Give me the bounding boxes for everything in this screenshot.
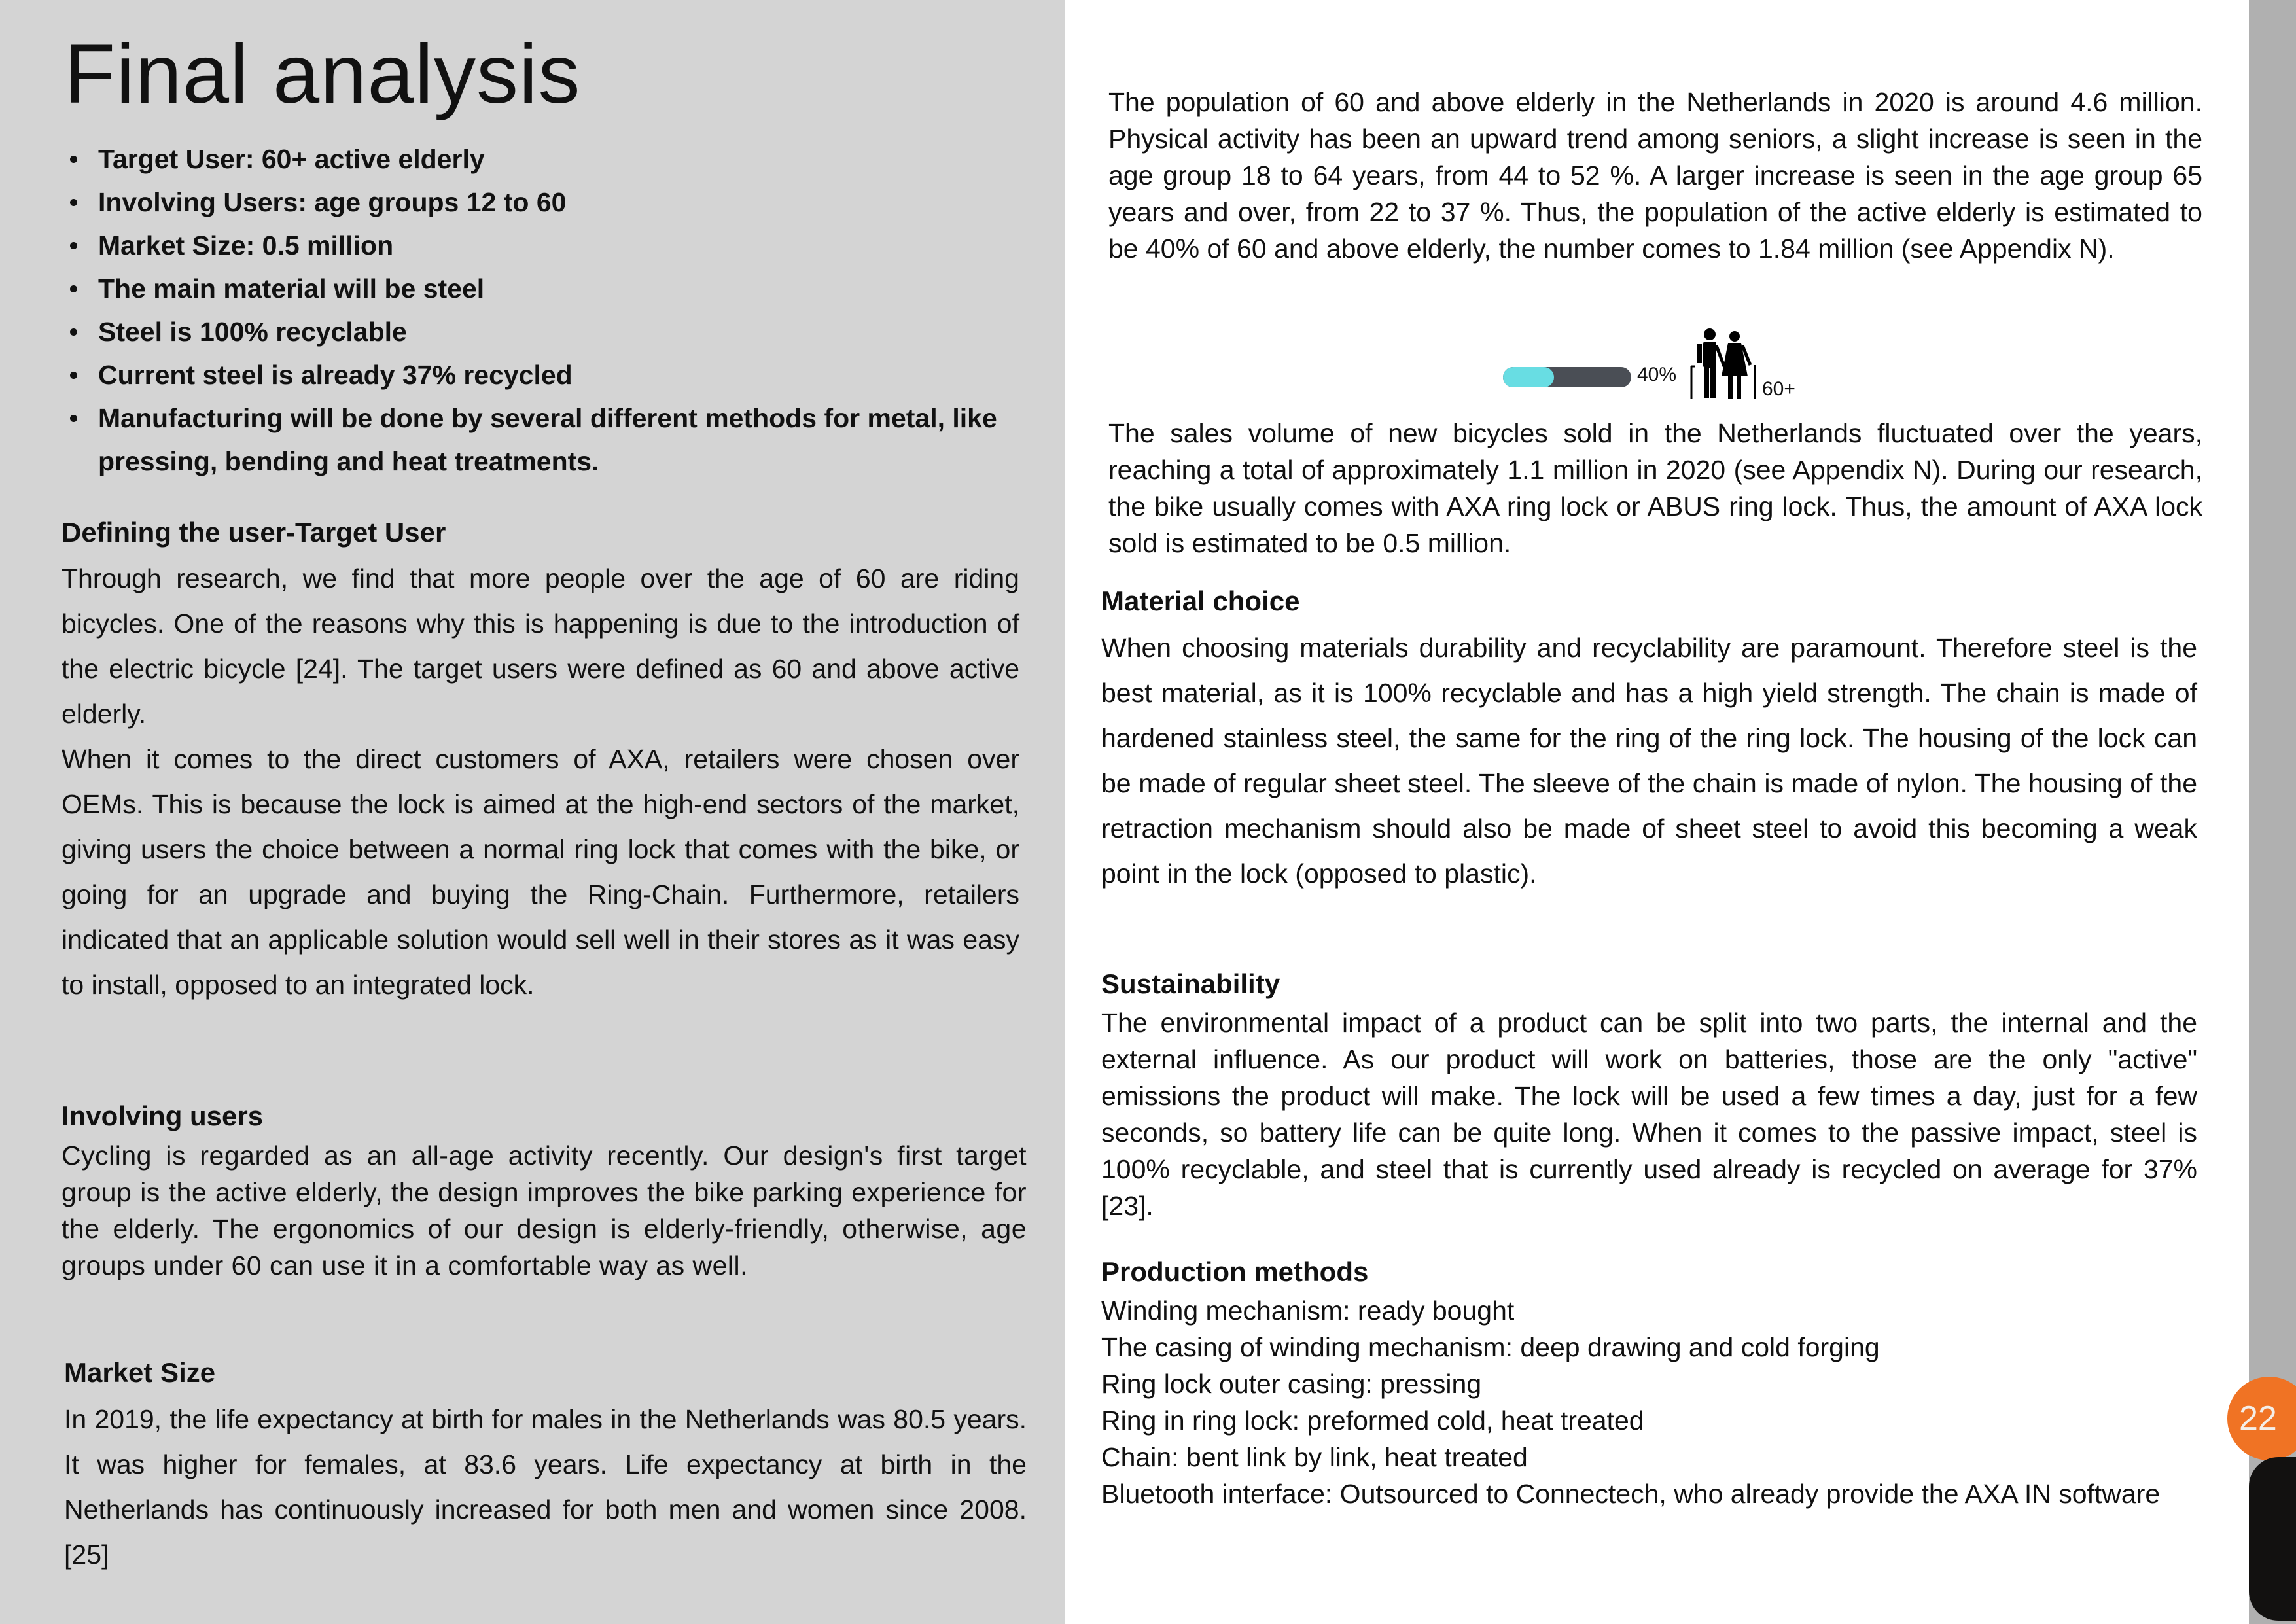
customers-paragraph: When it comes to the direct customers of AXA, retailers were chosen over OEMs. This is because the lock is aimed at the high-end sectors of the market, giving users the choice between a normal ring lock that comes with the bike, or going for an upgrade and buying the Ring-Chain. Furthermore, retailers indicated that an applicable solution would sell well in their stores as it was easy to install, opposed to an integrated lock.: [62, 744, 1019, 1000]
progress-fill: [1503, 367, 1554, 387]
list-item: Current steel is already 37% recycled: [69, 353, 1037, 397]
involving-users-heading: Involving users: [62, 1101, 264, 1131]
material-heading: Material choice: [1101, 586, 1300, 616]
list-item: The casing of winding mechanism: deep drawing and cold forging: [1101, 1332, 1880, 1362]
list-item: Involving Users: age groups 12 to 60: [69, 181, 1037, 224]
list-item: Bluetooth interface: Outsourced to Connectech, who already provide the AXA IN software: [1101, 1479, 2161, 1509]
summary-list: [69, 137, 1037, 483]
production-heading: Production methods: [1101, 1256, 1369, 1287]
market-size-paragraph: In 2019, the life expectancy at birth for males in the Netherlands was 80.5 years. It was higher for females, at 83.6 years. Life expectancy at birth in the Netherlands has continuously increased for both men and women since 2008. [25]: [64, 1404, 1027, 1570]
production-list: [1101, 1292, 2200, 1512]
age-label: 60+: [1762, 378, 1795, 400]
side-tab: [2249, 1457, 2296, 1621]
list-item: Market Size: 0.5 million: [69, 224, 1037, 267]
list-item: Chain: bent link by link, heat treated: [1101, 1442, 1528, 1472]
population-paragraph: The population of 60 and above elderly in the Netherlands in 2020 is around 4.6 million. Physical activity has been an upward trend among seniors, a slight increase is seen in the age group 18 to 64 years, from 44 to 52 %. A larger increase is seen in the age group 65 years and over, from 22 to 37 %. Thus, the population of the active elderly is estimated to be 40% of 60 and above elderly, the number comes to 1.84 million (see Appendix N).: [1108, 87, 2202, 264]
list-item: The main material will be steel: [69, 267, 1037, 310]
list-item: Ring lock outer casing: pressing: [1101, 1369, 1482, 1399]
list-item: Manufacturing will be done by several different methods for metal, like pressing, bending and heat treatments.: [69, 397, 1037, 483]
material-paragraph: When choosing materials durability and recyclability are paramount. Therefore steel is the best material, as it is 100% recyclable and has a high yield strength. The chain is made of hardened stainless steel, the same for the ring of the ring lock. The housing of the lock can be made of regular sheet steel. The sleeve of the chain is made of nylon. The housing of the retraction mechanism should also be made of sheet steel to avoid this becoming a weak point in the lock (opposed to plastic).: [1101, 633, 2197, 889]
sales-paragraph: The sales volume of new bicycles sold in the Netherlands fluctuated over the years, reaching a total of approximately 1.1 million in 2020 (see Appendix N). During our research, the bike usually comes with AXA ring lock or ABUS ring lock. Thus, the amount of AXA lock sold is estimated to be 0.5 million.: [1108, 418, 2202, 558]
page-title: Final analysis: [64, 27, 581, 121]
list-item: Ring in ring lock: preformed cold, heat treated: [1101, 1405, 1644, 1436]
page-number-badge: 22: [2227, 1377, 2296, 1460]
target-user-heading: Defining the user-Target User: [62, 517, 446, 548]
sustainability-paragraph: The environmental impact of a product can be split into two parts, the internal and the external influence. As our product will work on batteries, those are the only "active" emissions the product will make. The lock will be used a few times a day, just for a few seconds, so battery life can be quite long. When it comes to the passive impact, steel is 100% recyclable, and steel that is currently used already is recycled on average for 37% [23].: [1101, 1008, 2197, 1221]
percent-label: 40%: [1637, 364, 1677, 385]
involving-users-paragraph: Cycling is regarded as an all-age activity recently. Our design's first target group is the active elderly, the design improves the bike parking experience for the elderly. The ergonomics of our design is elderly-friendly, otherwise, age groups under 60 can use it in a comfortable way as well.: [62, 1140, 1027, 1280]
list-item: Steel is 100% recyclable: [69, 310, 1037, 353]
sustainability-heading: Sustainability: [1101, 968, 1280, 999]
market-size-heading: Market Size: [64, 1357, 216, 1388]
list-item: Winding mechanism: ready bought: [1101, 1296, 1515, 1326]
elderly-couple-icon: [1690, 327, 1759, 400]
list-item: Target User: 60+ active elderly: [69, 137, 1037, 181]
target-user-paragraph: Through research, we find that more people over the age of 60 are riding bicycles. One of the reasons why this is happening is due to the introduction of the electric bicycle [24]. The target users were defined as 60 and above active elderly.: [62, 563, 1019, 729]
active-elderly-progress-bar: [1503, 367, 1631, 387]
